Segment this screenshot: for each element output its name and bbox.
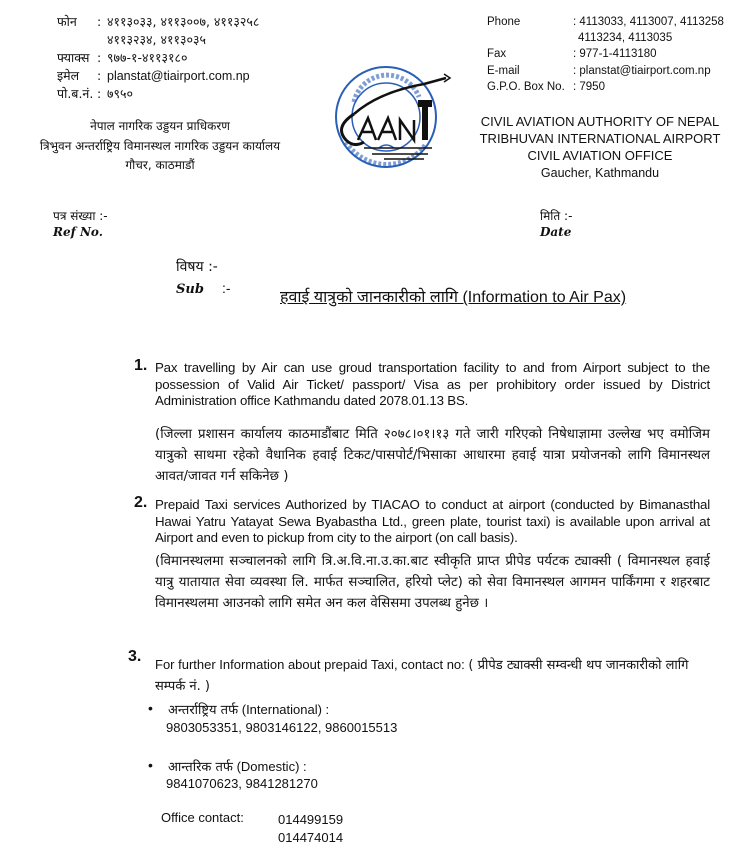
phone-value-np: ४११३०३३, ४११३००७, ४११३२५८ (107, 14, 260, 29)
domestic-label-np: आन्तरिक तर्फ (168, 760, 233, 775)
pobox-row (487, 79, 605, 95)
address-en: Gaucher, Kathmandu (540, 166, 660, 180)
phone-value: : 4113033, 4113007, 4113258 (573, 16, 724, 28)
fax-label-np: फ्याक्स (57, 50, 90, 65)
address-np: गौचर, काठमाडौं (125, 158, 195, 172)
office-contact-number-1[interactable]: 014499159 (278, 812, 344, 827)
phone-value-np-2: ४११३२३४, ४११३०३५ (107, 32, 206, 47)
domestic-numbers[interactable]: 9841070623, 9841281270 (166, 776, 318, 791)
email-label: E-mail (487, 65, 520, 77)
phone-row-np: फोन : ४११३०३३, ४११३००७, ४११३२५८ (57, 14, 260, 29)
item-3-nepali: ( प्रीपेड ट्याक्सी सम्वन्धी थप जानकारीको लागि सम्पर्क नं. ) (155, 658, 689, 694)
item-3-text (155, 655, 715, 697)
org-name-np: नेपाल नागरिक उड्डयन प्राधिकरण (90, 119, 230, 133)
email-row-np: इमेल : planstat@tiairport.com.np (57, 68, 250, 83)
office-name-en: CIVIL AVIATION OFFICE (527, 148, 673, 163)
subject-label-np: विषय :- (176, 259, 218, 275)
subject-title: हवाई यात्रुको जानकारीको लागि (Information to Air Pax) (280, 289, 627, 306)
phone-row-np-2 (107, 32, 206, 48)
domestic-label (168, 757, 307, 775)
pobox-value: : 7950 (573, 81, 605, 93)
fax-value-np: ९७७-१-४११३१८० (107, 50, 188, 65)
caan-emblem-icon (324, 62, 458, 172)
org-name-en: CIVIL AVIATION AUTHORITY OF NEPAL (480, 114, 720, 129)
email-value-np[interactable]: planstat@tiairport.com.np (107, 69, 250, 83)
item-2-english: Prepaid Taxi services Authorized by TIACAO to conduct at airport (conducted by Bimanasthal Hawai Yatru Yatayat Sewa Byabastha Ltd., green plate, tourist taxi) is available upon arrival at Airport and even to pickup from city to the airport (on call basis). (155, 497, 710, 545)
item-3-english: For further Information about prepaid Taxi, contact no: (155, 657, 465, 672)
phone-label: Phone (487, 16, 521, 28)
office-contact-label: Office contact: (161, 810, 244, 825)
item-1-number: 1. (134, 357, 148, 374)
international-numbers[interactable]: 9803053351, 9803146122, 9860015513 (166, 720, 398, 735)
subject-label: Sub (176, 282, 204, 297)
date-label: Date (540, 225, 572, 239)
item-2-number: 2. (134, 494, 148, 511)
office-contact-number-2[interactable]: 014474014 (278, 830, 344, 845)
email-label-np: इमेल (57, 68, 80, 83)
domestic-label-en: (Domestic) : (236, 759, 307, 774)
pobox-value-np: ७९५० (107, 86, 134, 101)
ref-no-label-np: पत्र संख्या :- (53, 209, 108, 223)
date-label-np: मिति :- (540, 209, 573, 223)
item-1-nepali: (जिल्ला प्रशासन कार्यालय काठमाडौंबाट मिति २०७८।०१।१३ गते जारी गरिएको निषेधाज्ञामा उल्लेख भए वमोजिम यात्रुको साथमा रहेको वैधानिक हवाई टिकट/पासपोर्ट/भिसाका आधारमा हवाई यात्रा प्रयोजनको लागि विमानस्थल आवत/जावत गर्न सकिनेछ ) (155, 427, 710, 484)
ref-no-label: Ref No. (53, 225, 103, 239)
item-2-nepali: (विमानस्थलमा सञ्चालनको लागि त्रि.अ.वि.ना.उ.का.बाट स्वीकृति प्राप्त प्रीपेड पर्यटक ट्याक्सी ( विमानस्थल हवाई यात्रु यातायात सेवा व्यवस्था लि. मार्फत सञ्चालित, हरियो प्लेट) को सेवा विमानस्थल आगमन पार्किंगमा र शहरबाट विमानस्थलमा आउनको लागि समेत अन कल वेसिसमा उपलब्ध हुनेछ । (155, 554, 710, 611)
bullet-domestic-icon: • (148, 757, 153, 773)
office-name-np: त्रिभुवन अन्तर्राष्ट्रिय विमानस्थल नागरिक उड्डयन कार्यालय (39, 139, 281, 153)
bullet-international-icon: • (148, 700, 153, 716)
fax-label: Fax (487, 48, 507, 60)
item-1-english: Pax travelling by Air can use groud transportation facility to and from Airport subject to the possession of Valid Air Ticket/ passport/ Visa as per prohibitory order issued by District Administration office Kathmandu dated 2078.01.13 BS. (155, 360, 710, 408)
email-row (487, 63, 711, 79)
airport-name-en: TRIBHUVAN INTERNATIONAL AIRPORT (479, 131, 721, 146)
fax-row-np: फ्याक्स : ९७७-१-४११३१८० (57, 50, 188, 65)
pobox-row-np: पो.ब.नं. : ७९५० (57, 86, 134, 101)
international-label-np: अन्तर्राष्ट्रिय तर्फ (168, 703, 239, 718)
pobox-label: G.P.O. Box No. (487, 81, 565, 93)
fax-row (487, 46, 657, 62)
phone-value-2: 4113234, 4113035 (578, 32, 673, 44)
international-label-en: (International) : (241, 702, 330, 717)
email-value[interactable]: : planstat@tiairport.com.np (573, 65, 711, 77)
caan-logo (324, 62, 458, 172)
phone-row (487, 14, 724, 30)
pobox-label-np: पो.ब.नं. (57, 86, 94, 101)
fax-value: : 977-1-4113180 (573, 48, 657, 60)
item-3-number: 3. (128, 648, 142, 665)
international-label (168, 700, 329, 718)
subject-colon: :- (222, 280, 231, 296)
phone-row-2 (578, 30, 672, 46)
phone-label-np: फोन (57, 14, 77, 29)
